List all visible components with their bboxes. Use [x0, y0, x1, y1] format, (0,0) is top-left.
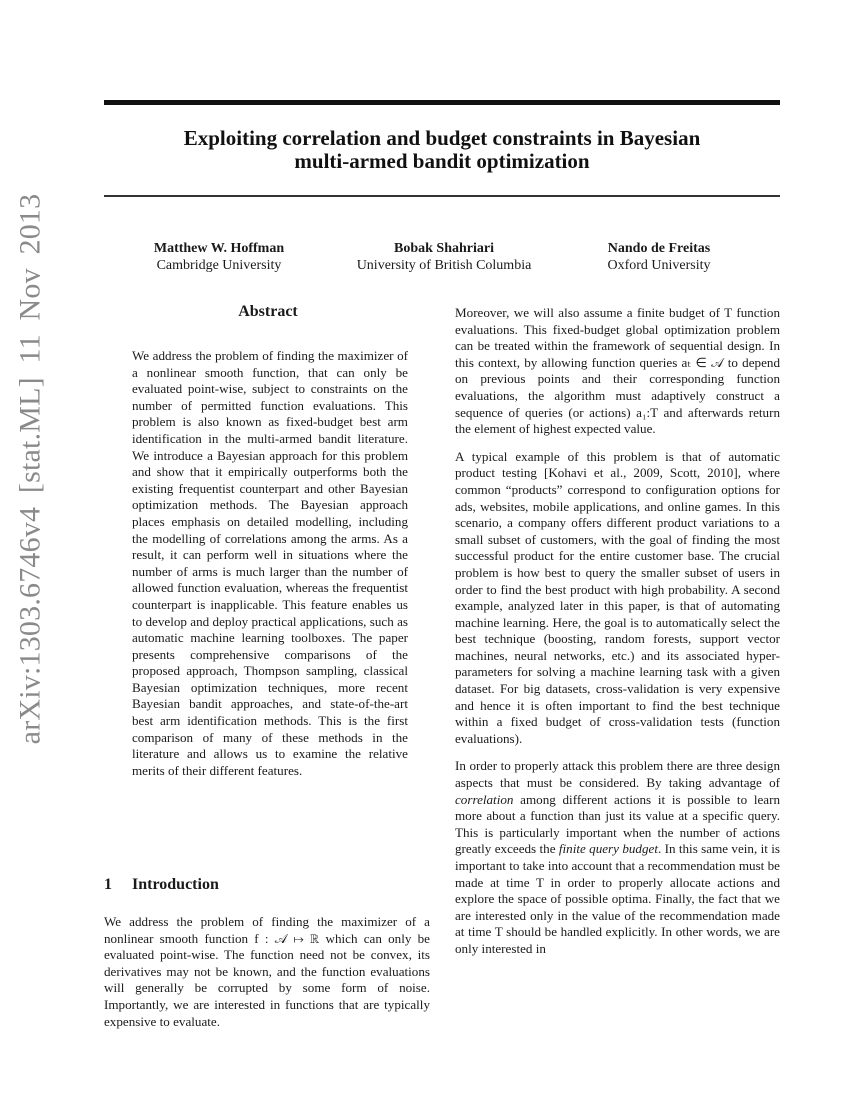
author-block [104, 240, 780, 280]
title-bottom-rule [104, 195, 780, 197]
introduction-left-column [104, 914, 430, 1030]
right-paragraph-2: A typical example of this problem is that of automatic product testing [Kohavi et al., 2009, Scott, 2010], where common “products” correspond to configuration options for ads, websites, mobile applications, and online games. In this scenario, a company offers different product variations to a small subset of customers, with the goal of finding the most successful product for the entire customer base. The crucial problem is how best to query the smaller subset of users in order to find the best product with high probability. A second example, analyzed later in this paper, is that of automating machine learning. Here, the goal is to automatically select the best technique (boosting, random forests, support vector machines, neural networks, etc.) and its associated hyper-parameters for solving a machine learning task with a given dataset. For big datasets, cross-validation is very expensive and hence it is often important to find the best technique within a fixed budget of cross-validation tests (function evaluations). [455, 448, 780, 746]
author-name: Bobak Shahriari [394, 241, 494, 256]
section-heading-introduction [104, 876, 219, 894]
paper-title [104, 127, 780, 173]
author [139, 240, 299, 274]
author-name: Matthew W. Hoffman [153, 241, 285, 256]
abstract-text: We address the problem of finding the maximizer of a nonlinear smooth function, that can only be evaluated point-wise, subject to constraints on the number of permitted function evaluations. This problem is also known as fixed-budget best arm identification in the multi-armed bandit literature. We introduce a Bayesian approach for this problem and show that it empirically outperforms both the existing frequentist counterpart and other Bayesian optimization methods. The Bayesian approach places emphasis on detailed modelling, including the modelling of correlations among the arms. As a result, it can perform well in situations where the number of arms is much larger than the number of allowed function evaluation, whereas the frequentist counterpart is inapplicable. This feature enables us to develop and deploy practical applications, such as automatic machine learning toolboxes. The paper presents comprehensive comparisons of the proposed approach, Thompson sampling, classical Bayesian optimization techniques, more recent Bayesian bandit approaches, and state-of-the-art best arm identification methods. This is the first comparison of many of these methods in the literature and allows us to examine the relative merits of their different features. [132, 348, 408, 778]
author-name: Nando de Freitas [607, 241, 711, 256]
author [584, 240, 734, 274]
abstract-heading: Abstract [238, 303, 298, 320]
abstract-body [132, 348, 408, 779]
right-paragraph-1: Moreover, we will also assume a finite budget of T function evaluations. This fixed-budget global optimization problem can be treated within the framework of sequential design. In this context, by allowing function queries aₜ ∈ 𝒜 to depend on previous points and their corresponding function evaluations, the algorithm must adaptively construct a sequence of queries (or actions) a₁:T and afterwards return the element of highest expected value. [455, 305, 780, 437]
right-column [455, 305, 780, 969]
title-top-rule [104, 100, 780, 105]
paragraph-text: among different actions it is possible to learn more about a function than just its value at a specific query. This is particularly important when the number of actions greatly exceeds the [455, 791, 780, 857]
arxiv-identifier-stamp [8, 193, 52, 745]
author [344, 240, 544, 274]
arxiv-stamp-text: arXiv:1303.6746v4 [stat.ML] 11 Nov 2013 [13, 193, 47, 745]
section-number: 1 [104, 876, 112, 893]
emphasis-finite-query-budget: finite query budget [558, 841, 658, 857]
emphasis-correlation: correlation [455, 791, 514, 807]
paper-title-line-1: Exploiting correlation and budget constraints in Bayesian [183, 126, 701, 150]
right-paragraph-3 [455, 758, 780, 957]
author-affiliation: Oxford University [607, 258, 711, 273]
author-affiliation: Cambridge University [156, 258, 282, 273]
paragraph-text: In order to properly attack this problem there are three design aspects that must be considered. By taking advantage of [455, 758, 780, 791]
section-title: Introduction [132, 876, 219, 893]
paragraph-text: . In this same vein, it is important to take into account that a recommendation must be made at time T in order to properly allocate actions and explore the space of possible optima. Finally, the fact that we are interested only in the value of the recommendation made at time T should be handled explicitly. In other words, we are only interested in [455, 841, 780, 956]
paper-title-line-2: multi-armed bandit optimization [294, 149, 590, 173]
author-affiliation: University of British Columbia [356, 258, 532, 273]
intro-paragraph-1: We address the problem of finding the maximizer of a nonlinear smooth function f : 𝒜 ↦ ℝ which can only be evaluated point-wise. The function need not be convex, its derivatives may not be known, and the function evaluations will generally be corrupted by some form of noise. Importantly, we are interested in functions that are typically expensive to evaluate. [104, 914, 430, 1029]
